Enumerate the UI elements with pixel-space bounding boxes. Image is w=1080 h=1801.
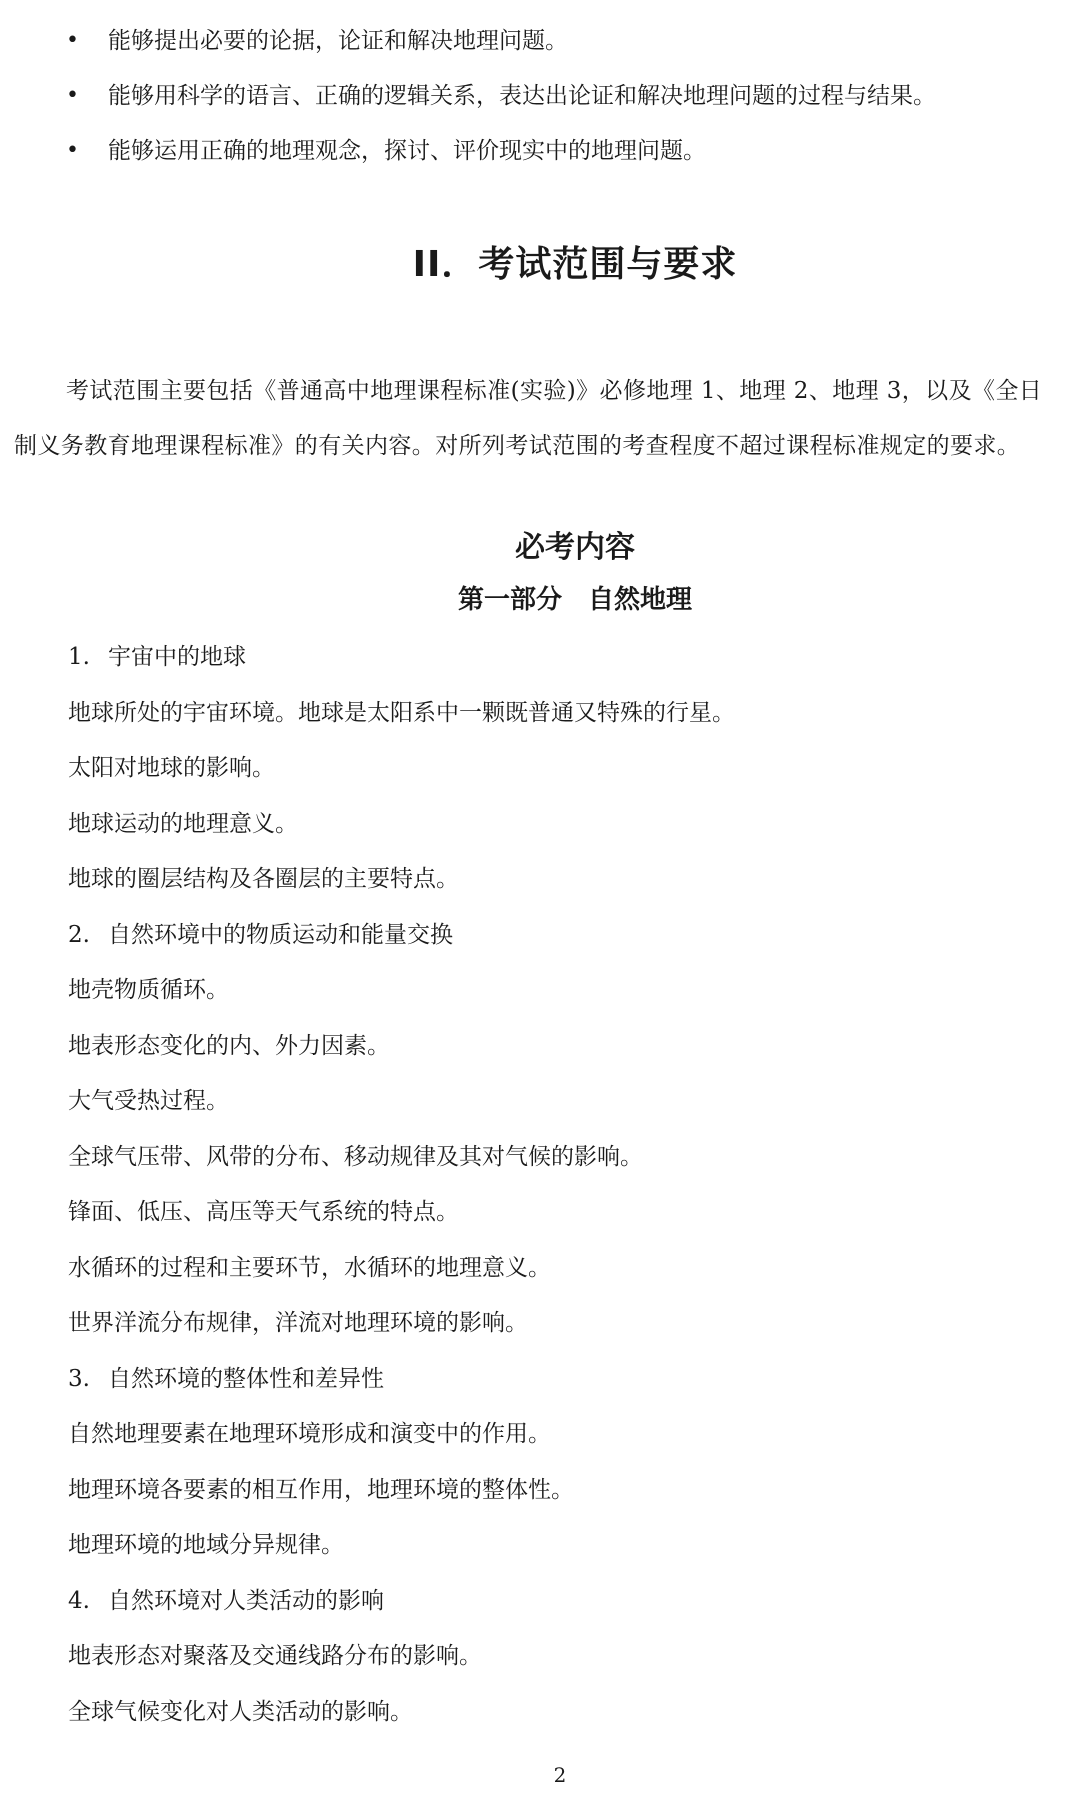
list-item: 水循环的过程和主要环节，水循环的地理意义。 (68, 1254, 551, 1281)
topic-heading (68, 1352, 1068, 1408)
bullet-icon: • (66, 138, 79, 163)
list-item: 世界洋流分布规律，洋流对地理环境的影响。 (68, 1310, 528, 1336)
required-content-title: 必考内容 (515, 530, 635, 565)
topic-title: 自然环境中的物质运动和能量交换 (108, 921, 453, 948)
list-item: 自然地理要素在地理环境形成和演变中的作用。 (68, 1421, 551, 1447)
list-item: 地表形态变化的内、外力因素。 (68, 1032, 390, 1059)
topic-title: 自然环境的整体性和差异性 (108, 1365, 384, 1392)
topic-heading (68, 630, 1068, 686)
objective-text: 能够用科学的语言、正确的逻辑关系，表达出论证和解决地理问题的过程与结果。 (108, 83, 936, 109)
objective-text: 能够运用正确的地理观念，探讨、评价现实中的地理问题。 (108, 138, 706, 164)
list-item: 地球的圈层结构及各圈层的主要特点。 (68, 866, 459, 892)
topic-number: 1. (68, 644, 90, 670)
objective-item (0, 73, 1080, 128)
bullet-icon: • (66, 28, 79, 53)
bullet-icon: • (66, 83, 79, 108)
topic-number: 3. (68, 1365, 90, 1392)
list-item: 地球运动的地理意义。 (68, 810, 298, 837)
required-content-list (68, 630, 1068, 1740)
page-number: 2 (553, 1763, 567, 1787)
list-item: 地壳物质循环。 (68, 977, 229, 1003)
list-item: 锋面、低压、高压等天气系统的特点。 (68, 1199, 459, 1225)
objective-text: 能够提出必要的论据，论证和解决地理问题。 (108, 28, 568, 54)
topic-number: 4. (68, 1587, 90, 1614)
part-title: 第一部分 自然地理 (457, 585, 692, 615)
list-item: 地表形态对聚落及交通线路分布的影响。 (68, 1643, 482, 1669)
topic-title: 宇宙中的地球 (108, 644, 246, 670)
list-item: 地理环境各要素的相互作用，地理环境的整体性。 (68, 1476, 574, 1503)
objective-item (0, 18, 1080, 73)
list-item: 全球气候变化对人类活动的影响。 (68, 1698, 413, 1725)
topic-heading (68, 1574, 1068, 1630)
list-item: 地理环境的地域分异规律。 (68, 1532, 344, 1558)
topic-heading (68, 908, 1068, 964)
topic-number: 2. (68, 921, 90, 948)
topic-title: 自然环境对人类活动的影响 (108, 1587, 384, 1614)
objectives-list (0, 18, 1080, 183)
section-title: II．考试范围与要求 (412, 244, 738, 285)
list-item: 全球气压带、风带的分布、移动规律及其对气候的影响。 (68, 1143, 643, 1170)
list-item: 大气受热过程。 (68, 1088, 229, 1114)
list-item: 太阳对地球的影响。 (68, 755, 275, 781)
section-intro: 考试范围主要包括《普通高中地理课程标准(实验)》必修地理 1、地理 2、地理 3，以及《全日制义务教育地理课程标准》的有关内容。对所列考试范围的考查程度不超过课程标准规定的要求。 (14, 378, 1043, 459)
list-item: 地球所处的宇宙环境。地球是太阳系中一颗既普通又特殊的行星。 (68, 699, 735, 726)
objective-item (0, 128, 1080, 183)
